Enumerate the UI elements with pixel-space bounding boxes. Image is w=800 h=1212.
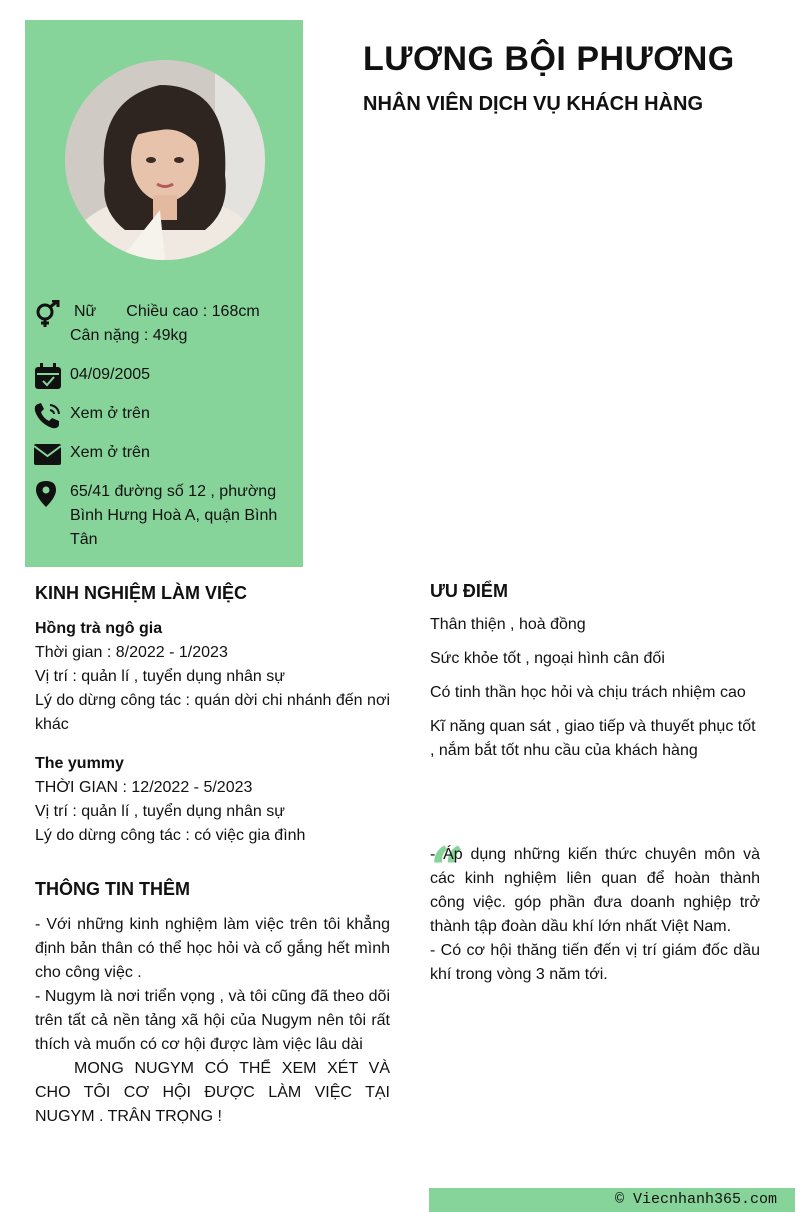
weight-value: Cân nặng : 49kg xyxy=(70,327,188,344)
strength-item: Kĩ năng quan sát , giao tiếp và thuyết phục tốt , nắm bắt tốt nhu cầu của khách hàng xyxy=(430,718,756,759)
job-2-reason: Lý do dừng công tác : có việc gia đình xyxy=(35,827,306,844)
email-value: Xem ở trên xyxy=(70,444,150,461)
job-2-company: The yummy xyxy=(35,755,124,772)
header xyxy=(363,40,735,116)
job-1-company: Hồng trà ngô gia xyxy=(35,620,163,637)
strength-item: Có tinh thần học hỏi và chịu trách nhiệm cao xyxy=(430,684,746,701)
email-row xyxy=(33,441,150,469)
footer-credit: © Viecnhanh365.com xyxy=(614,1191,777,1208)
job-1-position: Vị trí : quản lí , tuyển dụng nhân sự xyxy=(35,668,285,685)
additional-paragraph-3: MONG NUGYM CÓ THỂ XEM XÉT VÀ CHO TÔI CƠ HỘI ĐƯỢC LÀM VIỆC TẠI NUGYM . TRÂN TRỌNG ! xyxy=(35,1060,390,1125)
job-2-time: THỜI GIAN : 12/2022 - 5/2023 xyxy=(35,779,253,796)
full-name: LƯƠNG BỘI PHƯƠNG xyxy=(363,40,735,78)
strength-item: Sức khỏe tốt , ngoại hình cân đối xyxy=(430,650,665,667)
birthday-value: 04/09/2005 xyxy=(70,366,151,383)
goal-paragraph-2: - Có cơ hội thăng tiến đến vị trí giám đốc dầu khí trong vòng 3 năm tới. xyxy=(430,942,760,983)
avatar-photo xyxy=(65,60,265,260)
job-title: NHÂN VIÊN DỊCH VỤ KHÁCH HÀNG xyxy=(363,93,704,115)
gender-value: Nữ xyxy=(74,303,97,320)
job-1-time: Thời gian : 8/2022 - 1/2023 xyxy=(35,644,228,661)
gender-height-row xyxy=(33,300,260,348)
additional-paragraph-1: - Với những kinh nghiệm làm việc trên tôi khẳng định bản thân có thể học hỏi và cố gắng hết mình cho công việc . xyxy=(35,916,390,981)
goal-paragraph-1: - Áp dụng những kiến thức chuyên môn và các kinh nghiệm liên quan để hoàn thành công việc. góp phần đưa doanh nghiệp trở thành tập đoàn dầu khí lớn nhất Việt Nam. xyxy=(430,846,760,935)
avatar xyxy=(65,60,265,260)
strengths-list xyxy=(430,613,760,773)
height-value: Chiều cao : 168cm xyxy=(126,303,260,320)
calendar-icon xyxy=(33,363,63,391)
experience-heading: KINH NGHIỆM LÀM VIỆC xyxy=(35,583,248,603)
birthday-row xyxy=(33,363,150,391)
career-goals xyxy=(430,843,760,987)
quote-icon: “ xyxy=(430,835,465,905)
address-row xyxy=(33,480,295,552)
strength-item: Thân thiện , hoà đồng xyxy=(430,616,586,633)
job-2-position: Vị trí : quản lí , tuyển dụng nhân sự xyxy=(35,803,285,820)
phone-value: Xem ở trên xyxy=(70,405,150,422)
job-1-reason: Lý do dừng công tác : quán dời chi nhánh đến nơi khác xyxy=(35,692,390,733)
sidebar xyxy=(25,20,303,567)
job-2 xyxy=(35,752,390,848)
phone-row xyxy=(33,402,150,430)
phone-icon xyxy=(33,402,63,430)
email-icon xyxy=(33,441,63,469)
strengths-heading: ƯU ĐIỂM xyxy=(430,581,508,601)
additional-paragraph-2: - Nugym là nơi triển vọng , và tôi cũng đã theo dõi trên tất cả nền tảng xã hội của Nugym nên tôi rất thích và muốn có cơ hội được làm việc lâu dài xyxy=(35,988,390,1053)
gender-icon xyxy=(33,300,63,328)
additional-info xyxy=(35,913,390,1129)
job-1 xyxy=(35,617,390,737)
footer-bar xyxy=(429,1188,795,1212)
location-icon xyxy=(33,480,63,508)
address-value: 65/41 đường số 12 , phường Bình Hưng Hoà A, quận Bình Tân xyxy=(70,483,278,548)
additional-heading: THÔNG TIN THÊM xyxy=(35,879,190,899)
